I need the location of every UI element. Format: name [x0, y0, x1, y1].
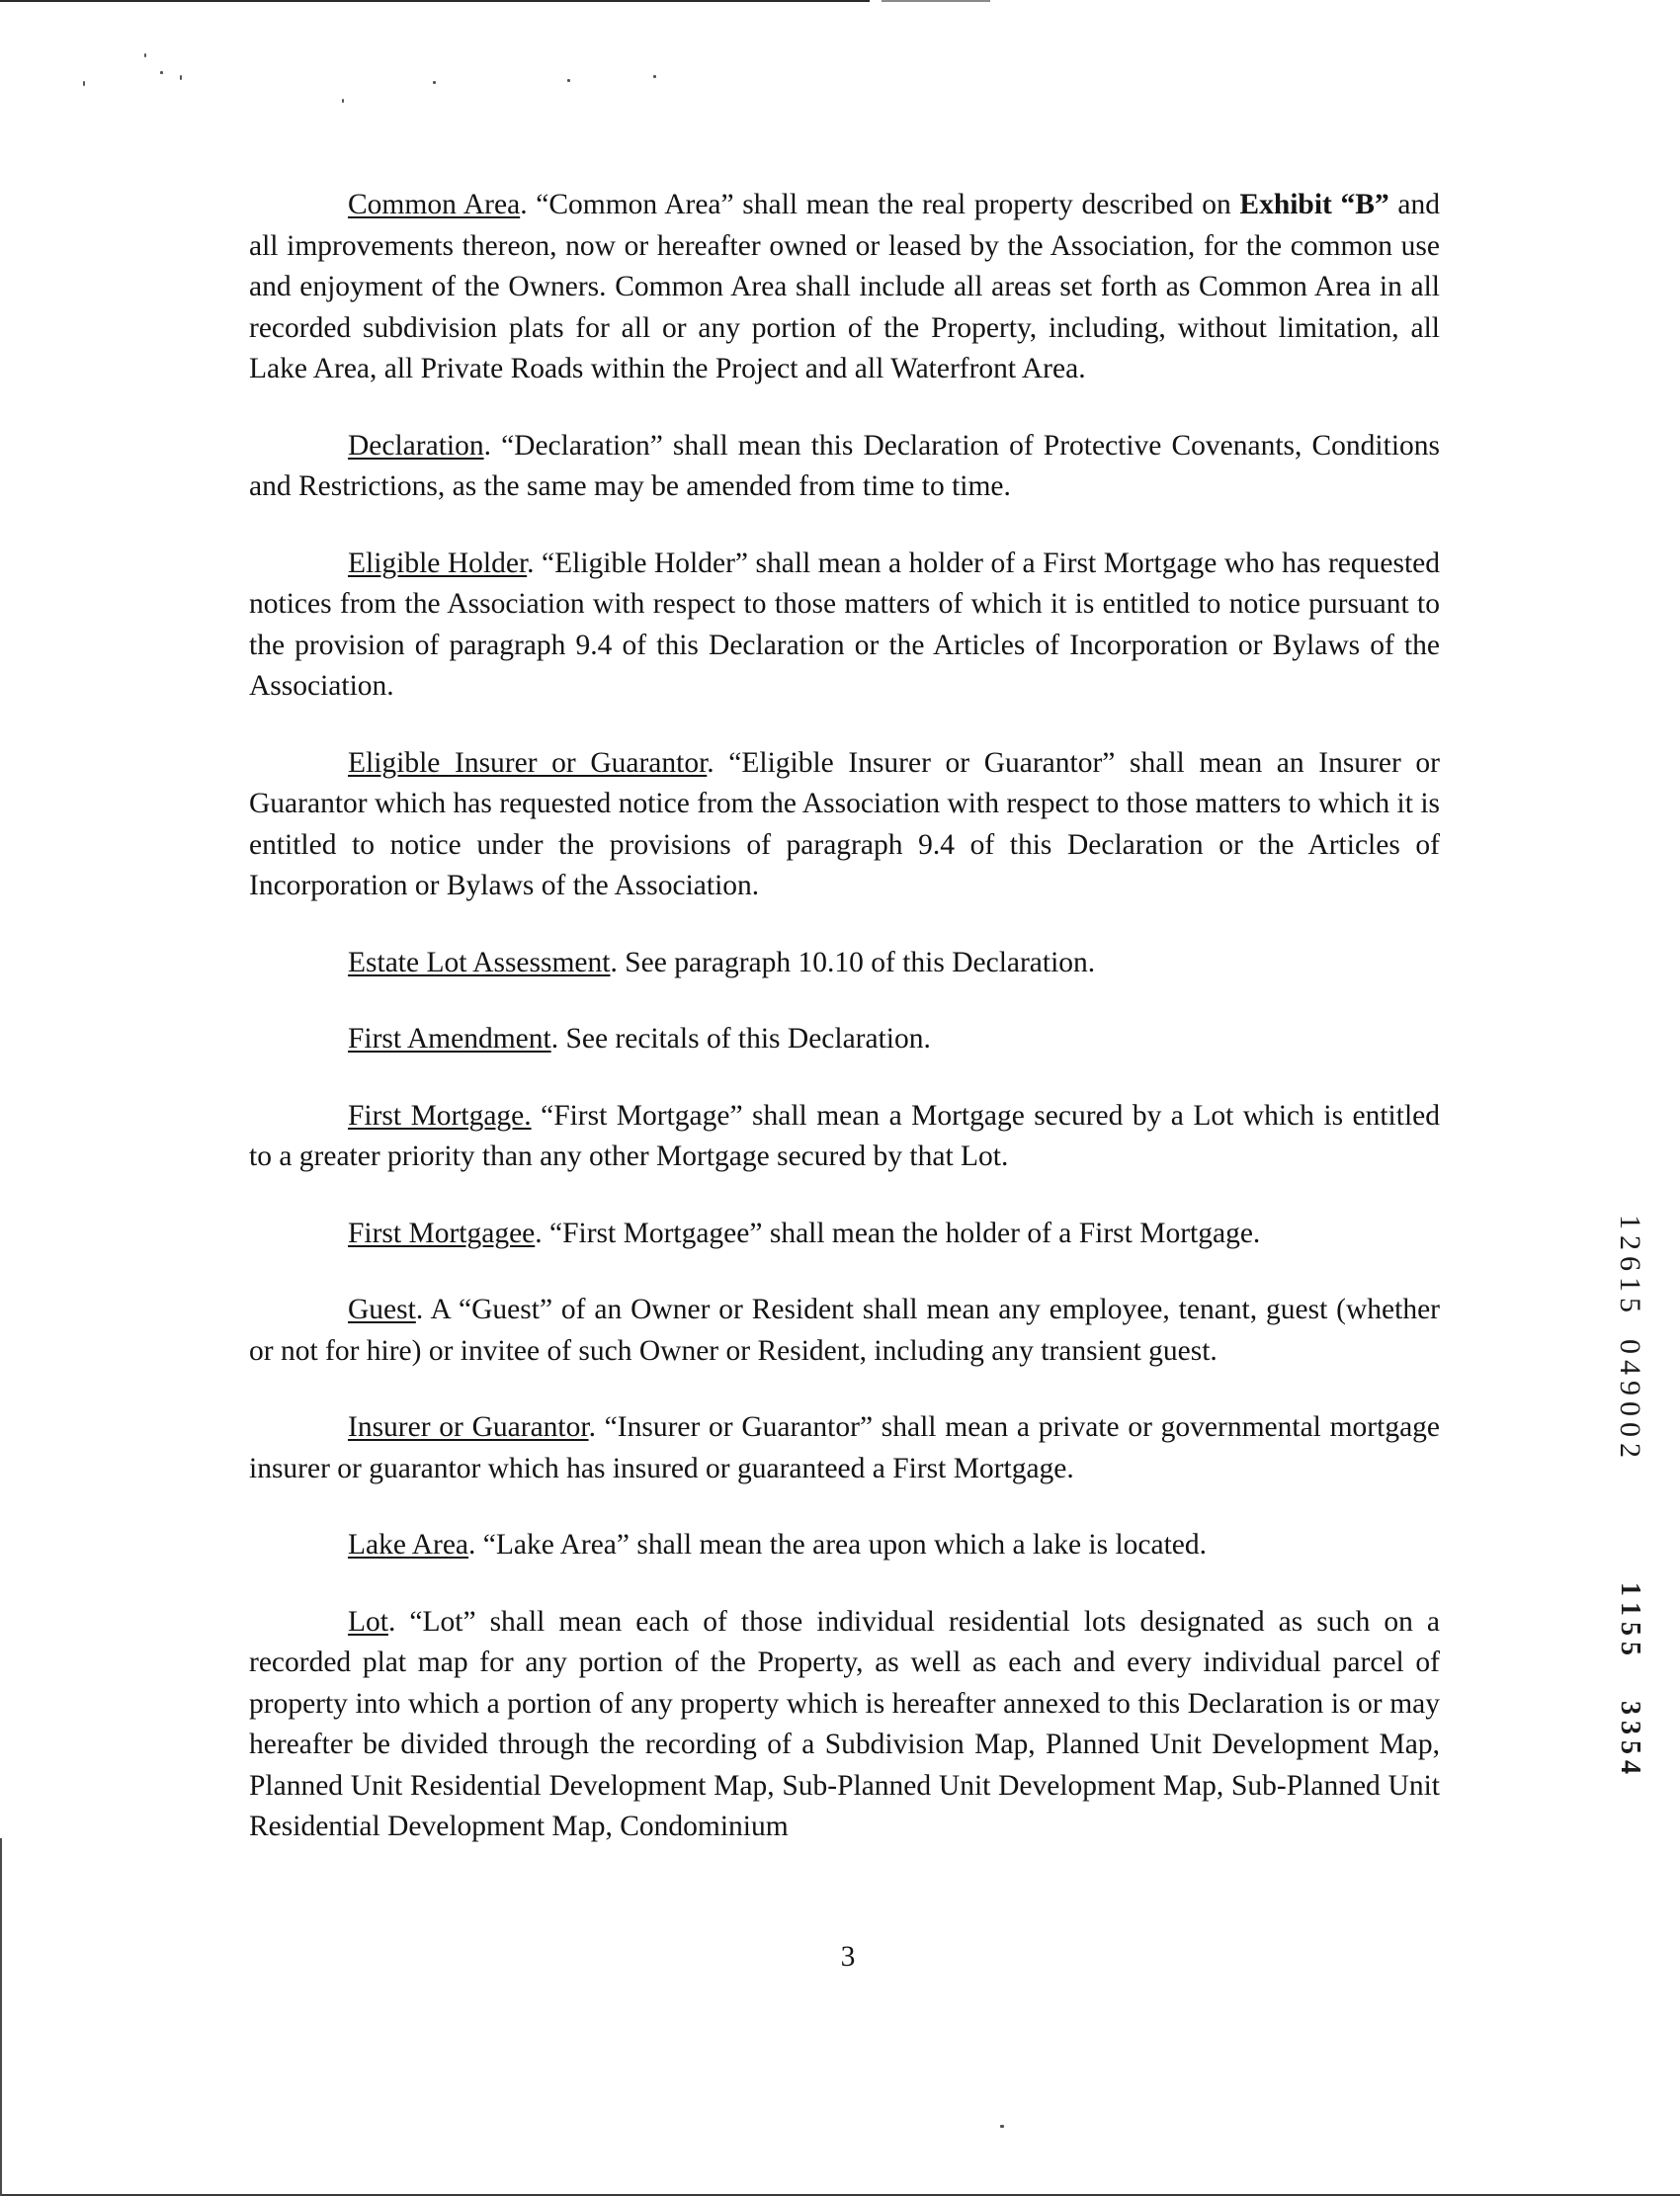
stamp-digit: 3 [1615, 1701, 1645, 1715]
scan-speck [1000, 2125, 1004, 2128]
stamp-digit: 4 [1615, 1760, 1645, 1774]
defined-term: Eligible Holder [348, 547, 528, 579]
recording-stamp-upper [1615, 1212, 1644, 1461]
scan-speck [653, 75, 656, 78]
scan-speck [342, 99, 344, 103]
definition-declaration [249, 426, 1440, 508]
stamp-digit: 5 [1615, 1740, 1645, 1754]
defined-term: Common Area [348, 189, 521, 220]
recording-stamp-lower [1615, 1579, 1644, 1777]
stamp-digit [1620, 1685, 1639, 1692]
stamp-digit: 0 [1613, 1339, 1646, 1354]
stamp-digit: 9 [1613, 1381, 1646, 1395]
stamp-digit: 0 [1613, 1422, 1646, 1437]
document-body [249, 185, 1440, 1884]
scan-speck [144, 53, 146, 57]
definition-eligible-insurer-or-guarantor [249, 743, 1440, 907]
defined-term: Guest [348, 1294, 416, 1325]
definition-text: . “Insurer or Guarantor” shall mean a private or governmental mortgage insurer or guarantor which has insured or guaranteed a First Mortgage. [249, 1411, 1441, 1484]
stamp-digit: 5 [1613, 1298, 1646, 1312]
stamp-digit: 5 [1615, 1622, 1645, 1636]
stamp-digit: 5 [1615, 1642, 1645, 1655]
definition-text: . “Eligible Insurer or Guarantor” shall mean an Insurer or Guarantor which has requested notice from the Association with respect to those matters to which it is entitled to notice under the provisions of paragraph 9.4 of this Declaration or the Articles of Incorporation or Bylaws of the Association. [249, 746, 1440, 901]
definition-lot [249, 1602, 1440, 1848]
definition-insurer-or-guarantor [249, 1407, 1440, 1489]
definition-text: . “Declaration” shall mean this Declaration of Protective Covenants, Conditions and Restrictions, as the same may be amended from time to time. [249, 429, 1440, 502]
defined-term: First Mortgage. [348, 1099, 532, 1132]
scan-speck [160, 71, 163, 74]
definition-text: . See paragraph 10.10 of this Declaration. [610, 946, 1096, 978]
definition-text: and all improvements thereon, now or hereafter owned or leased by the Association, for the common use and enjoyment of the Owners. Common Area shall include all areas set forth as Common Area in all recorded subdivision plats for all or any portion of the Property, including, without limitation, all Lake Area, all Private Roads within the Project and all Waterfront Area. [249, 189, 1440, 384]
definition-text: . A “Guest” of an Owner or Resident shall mean any employee, tenant, guest (whether or not for hire) or invitee of such Owner or Resident, including any transient guest. [249, 1294, 1440, 1367]
stamp-digit: 1 [1615, 1582, 1645, 1596]
definition-text: . “Lot” shall mean each of those individual residential lots designated as such on a recorded plat map for any portion of the Property, as well as each and every individual parcel of property into which a portion of any property which is hereafter annexed to this Declaration is or may hereafter be divided through the recording of a Subdivision Map, Planned Unit Development Map, Planned Unit Residential Development Map, Sub-Planned Unit Development Map, Sub-Planned Unit Residential Development Map, Condominium [249, 1605, 1440, 1842]
definition-estate-lot-assessment [249, 943, 1440, 984]
stamp-digit: 0 [1613, 1401, 1646, 1416]
stamp-digit: 6 [1613, 1256, 1646, 1271]
defined-term: Declaration [348, 429, 484, 462]
definition-first-mortgage [249, 1096, 1440, 1178]
stamp-digit: 2 [1613, 1443, 1646, 1458]
definition-text: . “First Mortgagee” shall mean the holder of a First Mortgage. [535, 1217, 1261, 1249]
definition-text: . “Lake Area” shall mean the area upon which a lake is located. [468, 1529, 1208, 1561]
defined-term: First Mortgagee [348, 1217, 536, 1249]
defined-term: Insurer or Guarantor [348, 1411, 589, 1443]
definition-text: . “Eligible Holder” shall mean a holder of a First Mortgage who has requested notices from the Association with respect to those matters of which it is entitled to notice pursuant to the provision of paragraph 9.4 of this Declaration or the Articles of Incorporation or Bylaws of the Association. [249, 547, 1440, 702]
stamp-digit [1620, 1322, 1640, 1330]
scan-speck [433, 81, 436, 84]
stamp-digit [1620, 1665, 1639, 1672]
definition-first-amendment [249, 1019, 1440, 1060]
definition-text: “First Mortgage” shall mean a Mortgage secured by a Lot which is entitled to a greater priority than any other Mortgage secured by that Lot. [249, 1099, 1440, 1172]
defined-term: Eligible Insurer or Guarantor [348, 746, 708, 779]
stamp-digit: 3 [1615, 1721, 1645, 1734]
page-number: 3 [840, 1941, 856, 1973]
scan-left-edge [0, 1838, 2, 2196]
defined-term: Lake Area [348, 1529, 469, 1561]
definition-guest [249, 1290, 1440, 1372]
exhibit-reference: Exhibit “B” [1239, 189, 1389, 220]
scan-speck [567, 79, 570, 82]
definition-text: . See recitals of this Declaration. [550, 1023, 931, 1055]
stamp-digit: 2 [1613, 1235, 1646, 1250]
scan-top-edge-fragment [882, 0, 990, 2]
stamp-digit: 1 [1615, 1602, 1645, 1616]
stamp-digit: 4 [1613, 1360, 1646, 1375]
scan-speck [83, 81, 85, 86]
defined-term: First Amendment [348, 1023, 551, 1055]
definition-first-mortgagee [249, 1214, 1440, 1255]
definition-text: . “Common Area” shall mean the real property described on [520, 189, 1240, 220]
scan-speck [180, 75, 182, 80]
scan-top-edge [0, 0, 870, 2]
stamp-digit: 1 [1613, 1215, 1646, 1229]
defined-term: Lot [348, 1605, 388, 1638]
definition-lake-area [249, 1525, 1440, 1566]
definition-common-area [249, 185, 1440, 390]
defined-term: Estate Lot Assessment [348, 946, 611, 978]
definition-eligible-holder [249, 544, 1440, 708]
stamp-digit: 1 [1613, 1277, 1646, 1292]
